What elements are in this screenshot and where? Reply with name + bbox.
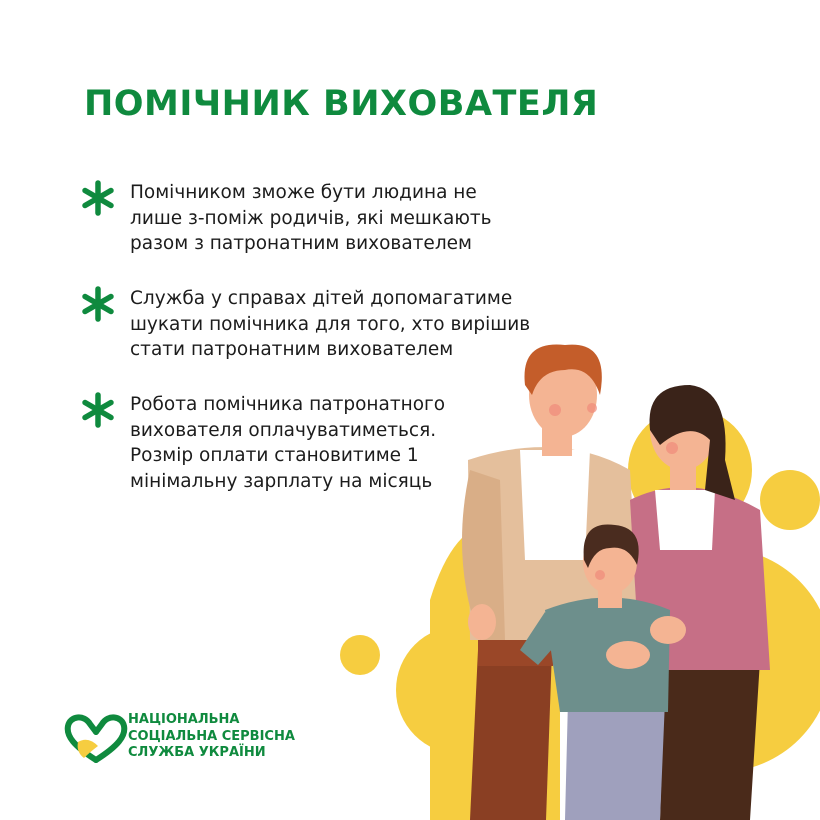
organization-name: НАЦІОНАЛЬНА СОЦІАЛЬНА СЕРВІСНА СЛУЖБА УКРАЇНИ bbox=[128, 712, 295, 760]
page-title: ПОМІЧНИК ВИХОВАТЕЛЯ bbox=[84, 84, 599, 124]
item-text: Служба у справах дітей допомагатиме шукати помічника для того, хто вирішив стати патронатним вихователем bbox=[130, 288, 531, 360]
asterisk-icon bbox=[78, 284, 118, 324]
item-text: Помічником зможе бути людина не лише з-поміж родичів, які мешкають разом з патронатним вихователем bbox=[130, 182, 492, 254]
asterisk-icon bbox=[78, 178, 118, 218]
heart-hands-logo bbox=[64, 712, 128, 764]
item-text: Робота помічника патронатного вихователя оплачуватиметься. Розмір оплати становитиме 1 мінімальну зарплату на місяць bbox=[130, 394, 446, 492]
asterisk-icon bbox=[78, 390, 118, 430]
